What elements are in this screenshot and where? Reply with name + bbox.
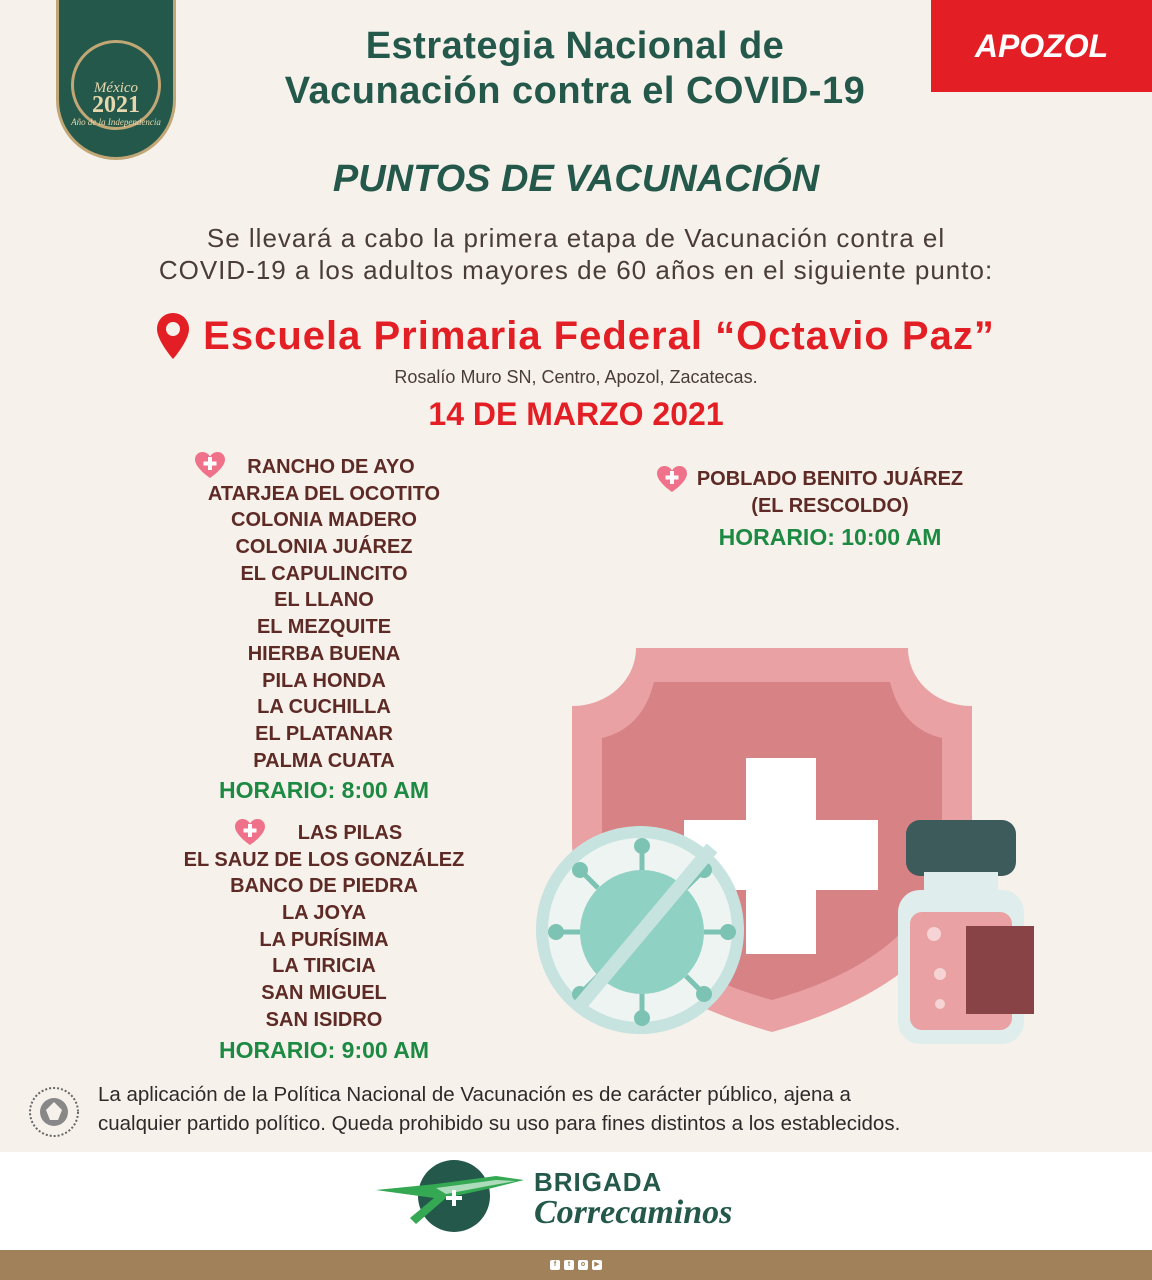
list-item: EL CAPULINCITO [240, 562, 408, 585]
list-item: PILA HONDA [262, 669, 386, 692]
brand-correcaminos: Correcaminos [534, 1194, 733, 1231]
list-item: EL MEZQUITE [256, 616, 392, 639]
page-title [210, 24, 940, 114]
logo-line2: 2021 [92, 92, 140, 118]
vaccine-vial-icon [898, 820, 1034, 1044]
logo-line3: Año de la Independencia [71, 117, 161, 127]
list-item: LA JOYA [281, 902, 367, 925]
list-item: COLONIA MADERO [231, 509, 417, 532]
list-item: POBLADO BENITO JUÁREZ [696, 468, 964, 490]
legal-notice [98, 1080, 1098, 1138]
group3-list [680, 466, 980, 553]
roadrunner-logo-icon [376, 1158, 526, 1234]
list-item: SAN ISIDRO [265, 1008, 383, 1031]
group2-list [164, 820, 484, 1066]
list-item: LA CUCHILLA [257, 696, 391, 719]
intro-text [60, 222, 1092, 286]
group1-schedule: HORARIO: 8:00 AM [219, 777, 429, 804]
venue-name: Escuela Primaria Federal “Octavio Paz” [203, 313, 995, 358]
title-line1: Estrategia Nacional de [365, 25, 785, 67]
intro-line1: Se llevará a cabo la primera etapa de Vacunación contra el [206, 223, 946, 253]
mexico-2021-logo [56, 0, 176, 160]
list-item: BANCO DE PIEDRA [230, 875, 418, 898]
vaccination-illustration [536, 640, 1036, 1060]
list-item: LAS PILAS [297, 822, 403, 844]
list-item: LA TIRICIA [272, 955, 376, 978]
intro-line2: COVID-19 a los adultos mayores de 60 años en el siguiente punto: [158, 255, 994, 285]
twitter-icon[interactable]: t [564, 1260, 574, 1270]
notice-line1: La aplicación de la Política Nacional de Vacunación es de carácter público, ajena a [98, 1083, 851, 1106]
youtube-icon[interactable]: ▶ [592, 1260, 602, 1270]
venue-address: Rosalío Muro SN, Centro, Apozol, Zacatecas. [394, 367, 758, 387]
list-item: EL LLANO [274, 589, 374, 612]
facebook-icon[interactable]: f [550, 1260, 560, 1270]
list-item: EL PLATANAR [255, 722, 393, 745]
social-bar [0, 1250, 1152, 1280]
list-item: PALMA CUATA [253, 749, 395, 772]
list-item: HIERBA BUENA [247, 642, 401, 665]
section-subtitle: PUNTOS DE VACUNACIÓN [332, 158, 820, 200]
list-item: RANCHO DE AYO [247, 456, 415, 478]
notice-line2: cualquier partido político. Queda prohibido su uso para fines distintos a los establecidos. [98, 1112, 901, 1135]
logo-line1: México [93, 80, 139, 96]
venue-row [0, 306, 1152, 366]
title-line2: Vacunación contra el COVID-19 [284, 70, 866, 112]
list-item: LA PURÍSIMA [259, 928, 389, 951]
government-seal-icon [26, 1086, 82, 1138]
municipality-badge: APOZOL [931, 0, 1152, 92]
group2-schedule: HORARIO: 9:00 AM [219, 1036, 429, 1063]
brand-brigada: BRIGADA [534, 1167, 663, 1197]
list-item: (EL RESCOLDO) [751, 494, 909, 517]
list-item: ATARJEA DEL OCOTITO [207, 482, 441, 505]
instagram-icon[interactable]: o [578, 1260, 588, 1270]
location-pin-icon [157, 313, 189, 359]
list-item: EL SAUZ DE LOS GONZÁLEZ [183, 848, 465, 871]
vaccination-date: 14 DE MARZO 2021 [428, 396, 724, 432]
list-item: SAN MIGUEL [261, 982, 387, 1005]
group3-schedule: HORARIO: 10:00 AM [718, 524, 942, 551]
group1-list [164, 454, 484, 806]
list-item: COLONIA JUÁREZ [235, 536, 413, 559]
virus-icon [542, 832, 738, 1028]
